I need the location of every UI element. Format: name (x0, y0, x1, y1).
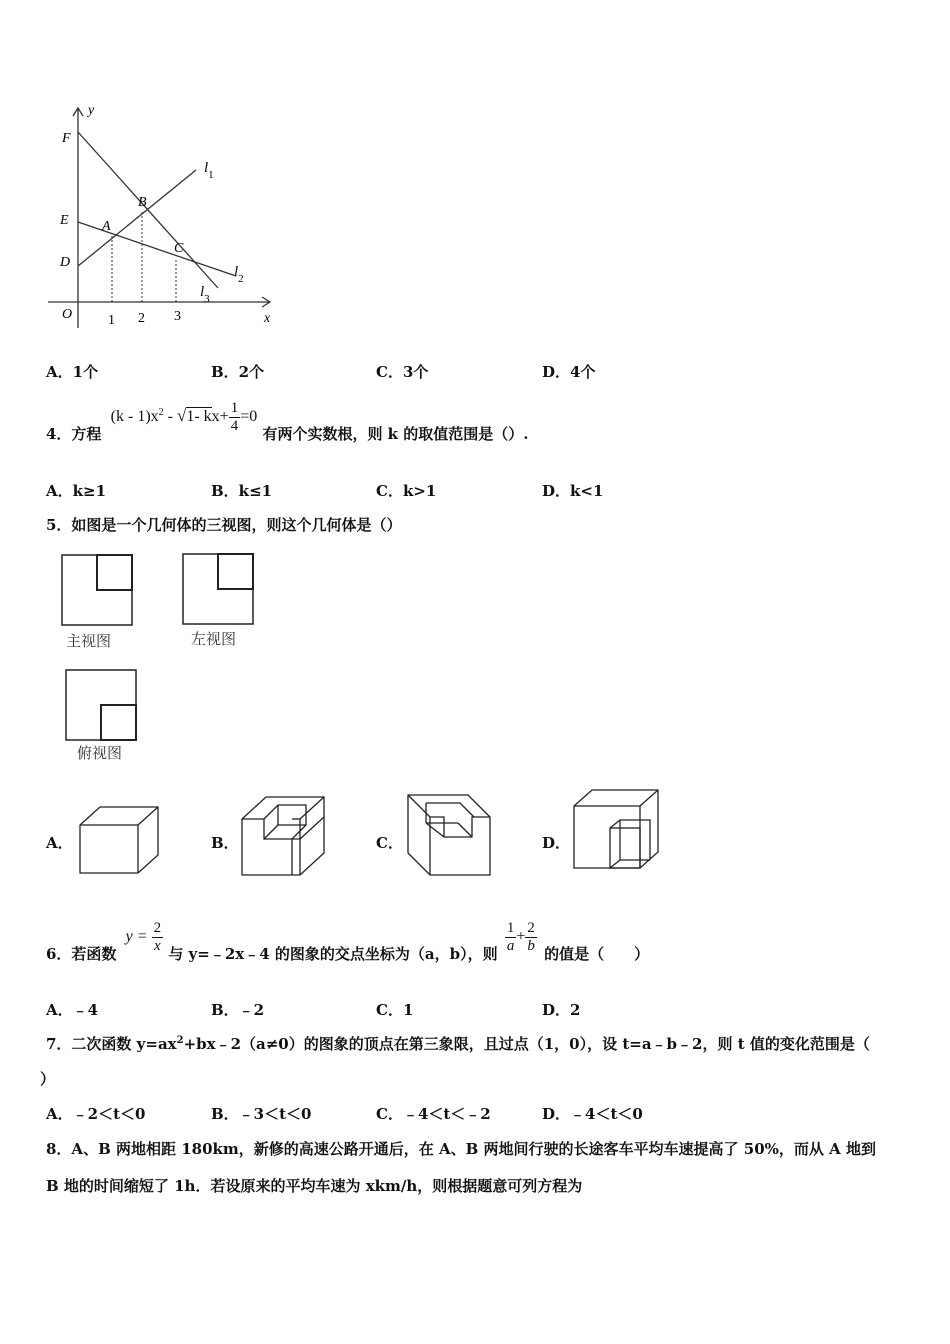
point-a-label: A (102, 219, 111, 234)
left-view-figure (181, 552, 256, 627)
x-tick-3: 3 (174, 309, 181, 324)
q4-option-b[interactable]: B．k≤1 (211, 482, 273, 500)
q5-option-b[interactable]: B． (211, 834, 239, 852)
x-tick-1: 1 (108, 313, 115, 328)
q7-option-c[interactable]: C．﹣4＜t＜﹣2 (376, 1105, 491, 1123)
q5-option-d[interactable]: D． (542, 834, 571, 852)
q6-function: y = $\frac{2}{x}$ (125, 920, 162, 954)
q3-option-a[interactable]: A．1个 (46, 363, 99, 381)
point-e-label: E (60, 213, 69, 228)
line-l2-label: $l_2$ (234, 264, 244, 285)
q5-option-d-solid[interactable] (572, 788, 662, 870)
q5-option-a-cube[interactable] (78, 805, 160, 877)
q5-option-a[interactable]: A． (46, 834, 73, 852)
point-f-label: F (62, 131, 71, 146)
q3-option-d[interactable]: D．4个 (542, 363, 596, 381)
q6-option-b[interactable]: B．﹣2 (211, 1001, 265, 1019)
point-c-label: C (174, 241, 184, 256)
q4-stem (46, 400, 529, 454)
left-view-caption: 左视图 (191, 630, 237, 648)
x-tick-2: 2 (138, 311, 145, 326)
q7-option-d[interactable]: D．﹣4＜t＜0 (542, 1105, 643, 1123)
q6-stem (46, 912, 649, 962)
q8-stem-line1: 8．A、B 两地相距 180km，新修的高速公路开通后，在 A、B 两地间行驶的长途客车平均车速提高了 50%，而从 A 地到 (46, 1140, 876, 1158)
q4-suffix: 有两个实数根，则 k 的取值范围是（）. (262, 425, 529, 444)
top-view-caption: 俯视图 (77, 744, 123, 762)
q3-option-b[interactable]: B．2个 (211, 363, 265, 381)
q4-option-c[interactable]: C．k>1 (376, 482, 437, 500)
line-l1-label: $l_1$ (204, 160, 214, 181)
q6-expression: $\frac{1}{a}$ + $\frac{2}{b}$ (506, 920, 535, 954)
q7-option-a[interactable]: A．﹣2＜t＜0 (46, 1105, 146, 1123)
q4-option-a[interactable]: A．k≥1 (46, 482, 107, 500)
q6-option-d[interactable]: D．2 (542, 1001, 581, 1019)
q5-stem: 5．如图是一个几何体的三视图，则这个几何体是（） (46, 516, 402, 534)
point-d-label: D (60, 255, 71, 270)
q6-option-a[interactable]: A．﹣4 (46, 1001, 99, 1019)
q6-prefix: 6．若函数 (46, 945, 117, 964)
q6-middle: 与 y=﹣2x﹣4 的图象的交点坐标为（a，b），则 (168, 945, 498, 964)
q5-option-b-solid[interactable] (240, 795, 328, 877)
q8-stem-line2: B 地的时间缩短了 1h．若设原来的平均车速为 xkm/h，则根据题意可列方程为 (46, 1177, 583, 1195)
y-axis-label: y (88, 103, 95, 118)
q3-option-c[interactable]: C．3个 (376, 363, 429, 381)
origin-label: O (62, 307, 73, 322)
front-view-caption: 主视图 (66, 632, 112, 650)
q6-suffix: 的值是（ ） (544, 945, 650, 964)
line-l3-label: $l_3$ (200, 284, 210, 305)
q7-stem-line1: 7．二次函数 $y=ax^2+bx﹣2(a\ne 0)$的图象的顶点在第三象限，且过点（1，0），设 t=a﹣b﹣2，则 t 值的变化范围是（ (46, 1035, 870, 1053)
front-view-figure (60, 553, 135, 628)
q4-prefix: 4．方程 (46, 425, 102, 444)
point-b-label: B (138, 195, 147, 210)
q4-option-d[interactable]: D．k<1 (542, 482, 604, 500)
top-view-figure (64, 668, 139, 743)
q7-option-b[interactable]: B．﹣3＜t＜0 (211, 1105, 312, 1123)
q5-option-c[interactable]: C． (376, 834, 403, 852)
q6-option-c[interactable]: C．1 (376, 1001, 414, 1019)
q7-stem-line2: ） (40, 1070, 56, 1088)
line-graph-figure (40, 100, 285, 335)
x-axis-label: x (264, 311, 271, 326)
q5-option-c-solid[interactable] (404, 793, 494, 877)
q4-equation: $(k - 1)x^2 - √1-$ kx+ $\frac{1}{4}$ =0 (110, 400, 258, 434)
